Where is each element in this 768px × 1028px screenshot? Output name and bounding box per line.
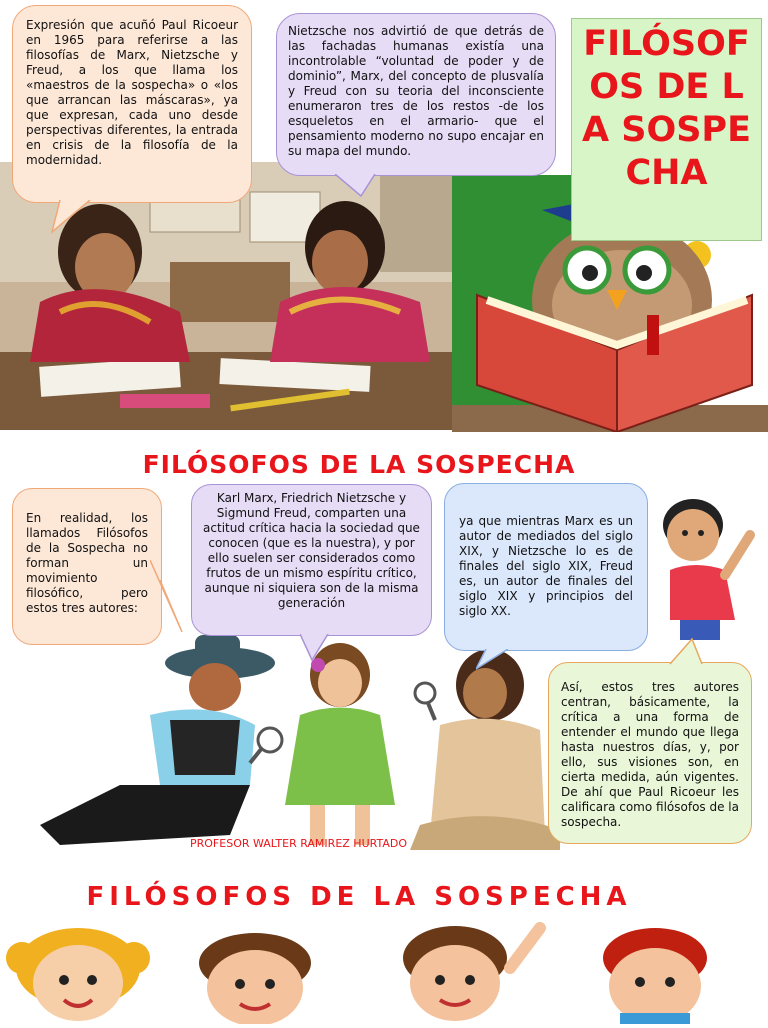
conclusion-text: Así, estos tres autores centran, básicamente, la crítica a una forma de entender el mundo que llega hasta nuestros días, y, por ello, sus visiones son, en cierta medida, aún vigentes. De ahí que Paul Ricoeur les calificara como filósofos de la sospecha. (561, 680, 739, 829)
critical-attitude-bubble (191, 484, 432, 636)
nietzsche-text: Nietzsche nos advirtió de que detrás de las fachadas humanas existía una incontrolable “voluntad de poder y de dominio”, Marx, del concepto de plusvalía y Freud con su teoria del inconsciente enumeraron tres de los restos -de los esqueletos en el armario- que el pensamiento moderno no supo encajar en su mapa del mundo. (288, 24, 544, 158)
century-bubble (444, 483, 648, 651)
boy-thinking (655, 495, 765, 640)
movement-bubble (12, 488, 162, 645)
pointing-boy-illustration (655, 495, 765, 640)
critical-attitude-bubble-tail (300, 634, 340, 668)
intro-bubble (12, 5, 252, 203)
bottom-kids-illustration (0, 918, 768, 1024)
four-kids (0, 918, 768, 1024)
nietzsche-bubble (276, 13, 556, 176)
section-heading-bottom: FILÓSOFOS DE LA SOSPECHA (86, 882, 632, 912)
conclusion-bubble-tail (662, 637, 712, 669)
century-bubble-tail (476, 649, 516, 678)
title-box-text: FILÓSOFOS DE LA SOSPECHA (581, 24, 751, 193)
author-credit: PROFESOR WALTER RAMIREZ HURTADO (190, 837, 407, 850)
intro-bubble-tail (50, 200, 110, 239)
critical-attitude-text: Karl Marx, Friedrich Nietzsche y Sigmund Freud, comparten una actitud crítica hacia la sociedad que conocen (que es la nuestra), y por ello suelen ser considerados como frutos de un mismo espíritu crítico, aunque ni siquiera son de la misma generación (203, 491, 420, 610)
section-heading-middle: FILÓSOFOS DE LA SOSPECHA (142, 450, 576, 479)
title-box (571, 18, 762, 241)
intro-text: Expresión que acuñó Paul Ricoeur en 1965 para referirse a las filosofías de Marx, Nietzsche y Freud, a los que llama los «maestros de la sospecha» o «los que arrancan las máscaras», ya que expresan, cada uno desde perspectivas diferentes, la entrada en crisis de la filosofía de la modernidad. (26, 18, 238, 167)
century-text: ya que mientras Marx es un autor de mediados del siglo XIX, y Nietzsche lo es de finales del siglo XIX, Freud es, un autor de finales del siglo XIX y principios del siglo XX. (459, 514, 633, 618)
conclusion-bubble (548, 662, 752, 844)
nietzsche-bubble-tail (335, 174, 385, 203)
movement-bubble-tail (150, 560, 190, 644)
movement-text: En realidad, los llamados Filósofos de la Sospecha no forman un movimiento filosófico, pero estos tres autores: (26, 511, 148, 615)
